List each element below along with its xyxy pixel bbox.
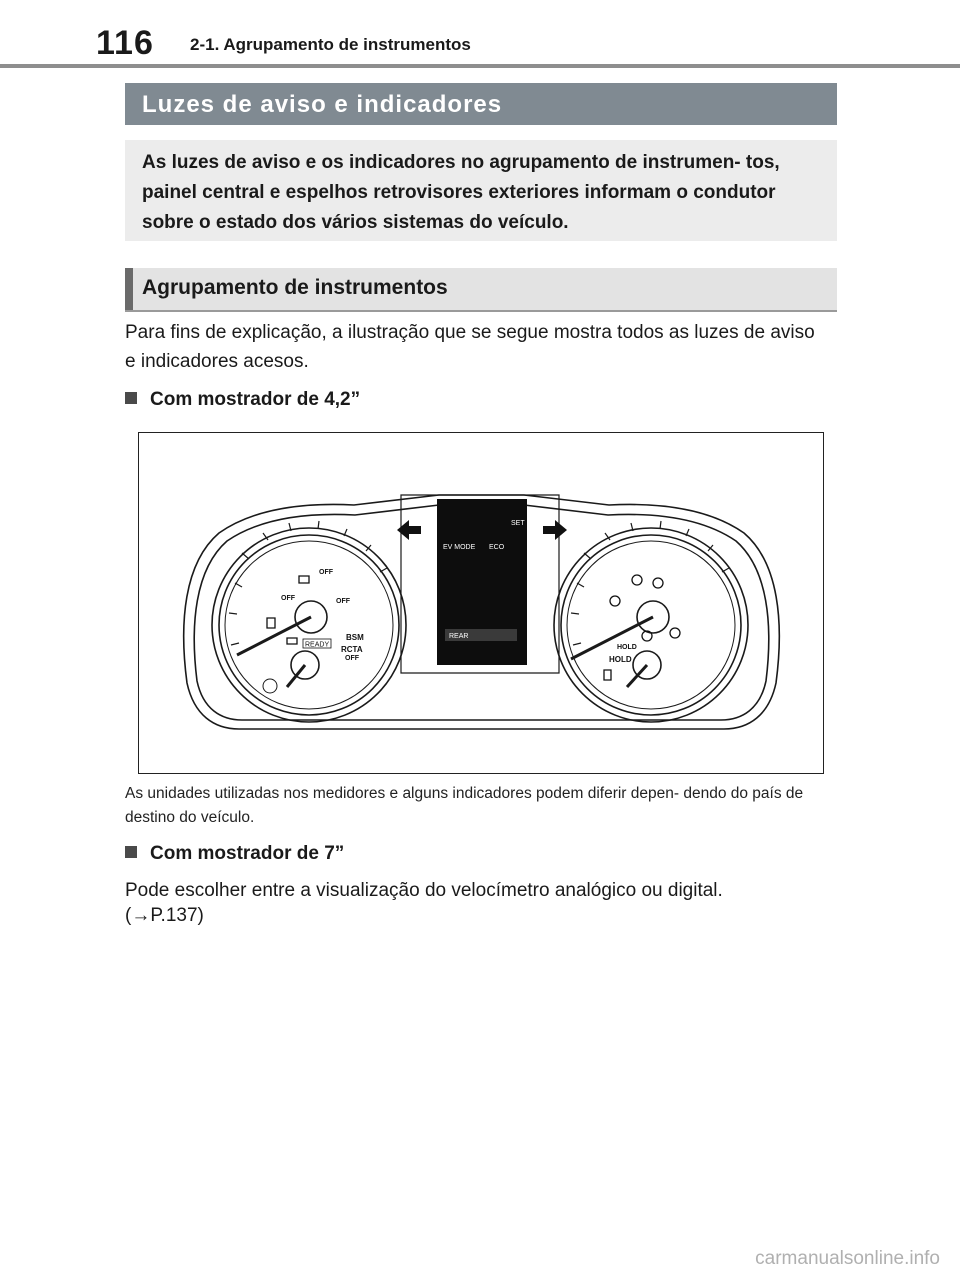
title-bar: [125, 83, 837, 125]
right-turn-signal-icon: [543, 520, 567, 540]
intro-text: As luzes de aviso e os indicadores no agrupamento de instrumen- tos, painel central e espelhos retrovisores exteriores informam o condutor sobre o estado dos vários sistemas do veículo.: [142, 152, 780, 233]
seatbelt-icon: [267, 618, 275, 628]
intro-box: [125, 140, 837, 241]
label-rcta: RCTA: [341, 645, 363, 654]
display-label-set: SET: [511, 520, 525, 527]
right-gauge-ring: [561, 535, 741, 715]
left-gauge-bezel: [212, 528, 406, 722]
left-gauge-face: [225, 541, 393, 709]
left-gauge-needle: [237, 617, 311, 655]
right-gauge-bezel: [554, 528, 748, 722]
section-marker: [125, 268, 133, 310]
right-gauge-ticks: [571, 521, 729, 645]
battery-icon: [287, 638, 297, 644]
left-gauge-ring: [219, 535, 399, 715]
parking-brake-icon: [610, 596, 620, 606]
label-bsm: BSM: [346, 633, 364, 642]
square-bullet-icon: [125, 392, 137, 404]
ready-indicator: [303, 639, 331, 649]
square-bullet-icon: [125, 846, 137, 858]
page-reference-link[interactable]: (→P.137): [125, 905, 204, 926]
engine-check-icon: [299, 576, 309, 583]
section-heading: Agrupamento de instrumentos: [142, 276, 448, 299]
subheading-42: [125, 389, 360, 411]
figure-caption: As unidades utilizadas nos medidores e alguns indicadores podem diferir depen- dendo do país de destino do veículo.: [125, 785, 804, 826]
header-rule: [0, 64, 960, 68]
tire-pressure-icon: [653, 578, 663, 588]
label-hold-small: HOLD: [617, 644, 637, 651]
section-paragraph: Para fins de explicação, a ilustração que se segue mostra todos as luzes de aviso e indicadores acesos.: [125, 322, 815, 372]
cluster-figure: [138, 432, 824, 774]
left-indicator-dot: [263, 679, 277, 693]
subheading-7: [125, 843, 344, 865]
section-heading-bar: [125, 268, 837, 312]
left-small-needle: [287, 665, 305, 687]
label-off-3: OFF: [336, 598, 350, 605]
section-paragraph-2: Pode escolher entre a visualização do velocímetro analógico ou digital.: [125, 880, 723, 901]
watermark: carmanualsonline.info: [755, 1248, 940, 1269]
label-rcta-off: OFF: [345, 655, 359, 662]
label-ready: READY: [305, 641, 330, 649]
label-off-1: OFF: [281, 595, 295, 602]
brake-warning-icon: [632, 575, 642, 585]
display-label-rear: REAR: [449, 633, 469, 640]
slip-indicator-icon: [670, 628, 680, 638]
right-small-needle: [627, 665, 647, 687]
subheading-42-text: Com mostrador de 4,2”: [150, 389, 361, 410]
page-title: Luzes de aviso e indicadores: [142, 91, 503, 118]
label-off-2: OFF: [319, 569, 333, 576]
instrument-cluster-illustration: [139, 433, 822, 772]
subheading-7-text: Com mostrador de 7”: [150, 843, 345, 864]
right-gauge-face: [567, 541, 735, 709]
label-hold: HOLD: [609, 655, 632, 664]
page-number: 116: [96, 24, 154, 62]
display-label-eco: ECO: [489, 544, 505, 551]
running-head: 2-1. Agrupamento de instrumentos: [190, 35, 471, 54]
fuel-icon: [604, 670, 611, 680]
display-label-ev-mode: EV MODE: [443, 544, 476, 551]
